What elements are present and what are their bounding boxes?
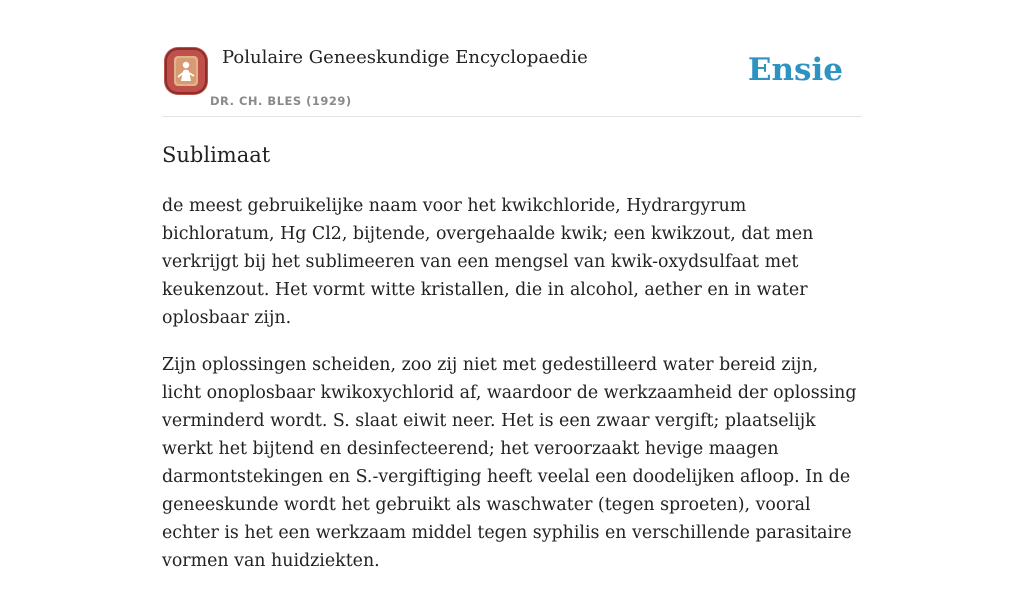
book-title[interactable]: Polulaire Geneeskundige Encyclopaedie: [222, 47, 588, 68]
book-author: DR. CH. BLES (1929): [210, 94, 352, 108]
ensie-logo[interactable]: Ensie: [747, 52, 843, 88]
entry-paragraph: de meest gebruikelijke naam voor het kwikchloride, Hydrargyrum bichloratum, Hg Cl2, bijtende, overgehaalde kwik; een kwikzout, dat men verkrijgt bij het sublimeeren van een mengsel van kwik-oxydsulfaat met keukenzout. Het vormt witte kristallen, die in alcohol, aether en in water oplosbaar zijn.: [162, 196, 814, 328]
entry-body: [162, 192, 862, 594]
entry-paragraph: Zijn oplossingen scheiden, zoo zij niet met gedestilleerd water bereid zijn, licht onoplosbaar kwikoxychlorid af, waardoor de werkzaamheid der oplossing verminderd wordt. S. slaat eiwit neer. Het is een zwaar vergift; plaatselijk werkt het bijtend en desinfecteerend; het veroorzaakt hevige maagen darmontstekingen en S.-vergiftiging heeft veelal een doodelijken afloop. In de geneeskunde wordt het gebruikt als waschwater (tegen sproeten), vooral echter is het een werkzaam middel tegen syphilis en verschillende parasitaire vormen van huidziekten.: [162, 355, 857, 571]
book-cover-emblem-icon[interactable]: [164, 47, 208, 95]
book-header: [162, 0, 862, 117]
content-container: [162, 0, 862, 571]
entry-title: Sublimaat: [162, 143, 271, 167]
